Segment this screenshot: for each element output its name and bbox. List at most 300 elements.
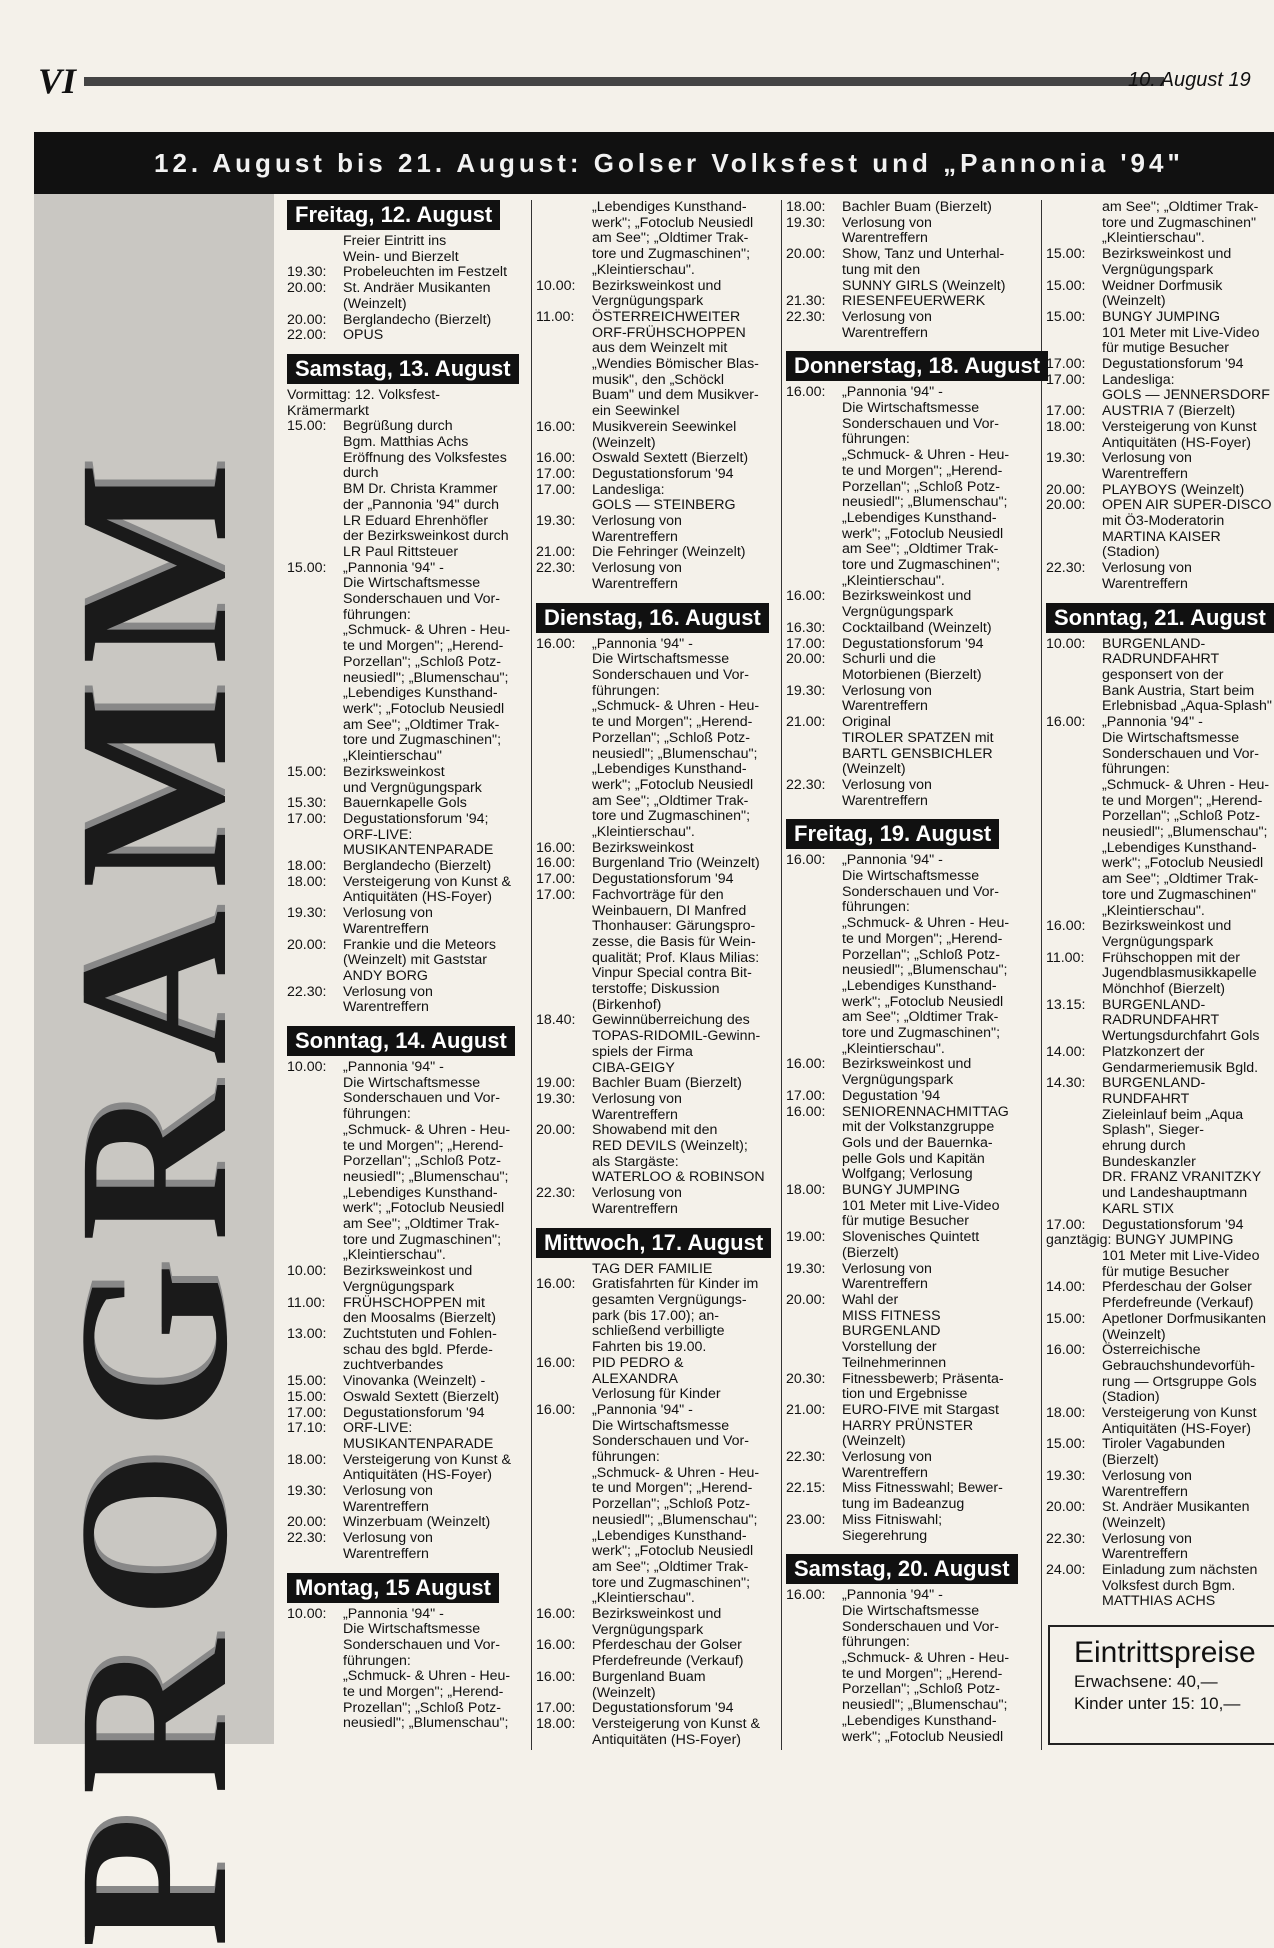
entry-description: „Pannonia '94" - Die Wirtschaftsmesse Sonderschauen und Vor- führungen: „Schmuck- & Uhren - Heu- te und Morgen"; „Herend- Porzellan"; „Schloß Potz- neusiedl"; „Blumenschau"; „Lebendiges Kunsthand- werk"; „Fotoclub Neusiedl am See"; „Oldtimer Trak- tore und Zugmaschinen"; „Kleintierschau". bbox=[592, 1401, 760, 1607]
schedule-entry bbox=[287, 1453, 527, 1484]
entry-description: RIESENFEUERWERK bbox=[842, 293, 986, 310]
entry-time: 20.00: bbox=[786, 246, 826, 263]
entry-time: 17.00: bbox=[287, 1404, 327, 1421]
entry-time: 20.00: bbox=[536, 1122, 576, 1139]
schedule-entry bbox=[287, 1264, 527, 1295]
entry-time: 22.30: bbox=[287, 1530, 327, 1547]
entry-time: 16.00: bbox=[1046, 918, 1086, 935]
schedule-entry bbox=[536, 561, 776, 592]
entry-description: Bezirksweinkost und Vergnügungspark bbox=[343, 763, 482, 796]
entry-description: Fachvorträge für den Weinbauern, DI Manfred Thonhauser: Gärungspro- zesse, die Basis für Wein- qualität; Prof. Klaus Milias: Vinpur Special contra Bit- terstoffe; Diskussion (Birkenhof) bbox=[592, 886, 760, 1013]
entry-description: BUNGY JUMPING 101 Meter mit Live-Video für mutige Besucher bbox=[842, 1182, 1000, 1230]
schedule-entry bbox=[1046, 998, 1274, 1045]
entry-time: 16.00: bbox=[786, 588, 826, 605]
entry-description: Verlosung von Warentreffern bbox=[842, 1449, 932, 1481]
entry-time: 18.40: bbox=[536, 1012, 576, 1029]
entry-description: „Pannonia '94" - Die Wirtschaftsmesse Sonderschauen und Vor- führungen: „Schmuck- & Uhren - Heu- te und Morgen"; „Herend- Porzellan"; „Schloß Potz- neusiedl"; „Blumenschau"; „Lebendiges Kunsthand- werk"; „Fotoclub Neusiedl am See"; „Oldtimer Trak- tore und Zugmaschinen" „Kleintierschau". bbox=[1102, 714, 1270, 919]
day-heading: Samstag, 13. August bbox=[287, 354, 519, 384]
schedule-entry bbox=[536, 483, 776, 514]
entry-time: 16.00: bbox=[1046, 714, 1086, 731]
page-top-bar bbox=[38, 62, 1274, 100]
schedule-entry bbox=[1046, 637, 1274, 716]
entry-description: Verlosung von Warentreffern bbox=[592, 1090, 682, 1123]
entry-description: Berglandecho (Bierzelt) bbox=[343, 311, 492, 328]
entry-time: 21.00: bbox=[786, 1401, 826, 1418]
entry-description: Verlosung von Warentreffern bbox=[1102, 1467, 1192, 1500]
schedule-entry bbox=[536, 1670, 776, 1701]
schedule-entry bbox=[287, 234, 527, 265]
entry-description: Verlosung von Warentreffern bbox=[592, 513, 682, 545]
entry-description: FRÜHSCHOPPEN mit den Moosalms (Bierzelt) bbox=[343, 1294, 496, 1327]
schedule-entry bbox=[287, 265, 527, 281]
entry-description: EURO-FIVE mit Stargast HARRY PRÜNSTER (Weinzelt) bbox=[842, 1401, 999, 1450]
header-rule bbox=[84, 77, 1164, 86]
entry-description: Musikverein Seewinkel (Weinzelt) bbox=[592, 418, 737, 451]
entry-time: 18.00: bbox=[786, 1182, 826, 1199]
entry-time: 16.00: bbox=[536, 1606, 576, 1623]
entry-time: 19.30: bbox=[786, 1260, 826, 1277]
entry-time: 24.00: bbox=[1046, 1562, 1086, 1579]
entry-description: Bezirksweinkost und Vergnügungspark bbox=[1102, 918, 1232, 950]
entry-description: Gewinnüberreichung des TOPAS-RIDOMIL-Gewinn- spiels der Firma CIBA-GEIGY bbox=[592, 1012, 761, 1076]
entry-description: Degustationsforum '94 bbox=[592, 871, 734, 888]
entry-time: 16.00: bbox=[536, 1354, 576, 1371]
entry-time: 19.30: bbox=[287, 1483, 327, 1500]
schedule-entry bbox=[536, 279, 776, 310]
entry-time: 16.00: bbox=[786, 852, 826, 869]
schedule-entry bbox=[786, 715, 1036, 778]
entry-time: 15.00: bbox=[1046, 1436, 1086, 1453]
schedule-entry bbox=[536, 200, 776, 279]
entry-time bbox=[536, 1262, 592, 1278]
schedule-entry bbox=[1046, 1312, 1274, 1343]
entry-description: Bezirksweinkost und Vergnügungspark bbox=[343, 1263, 473, 1295]
schedule-entry bbox=[536, 888, 776, 1014]
entry-time: 19.30: bbox=[536, 513, 576, 530]
entry-time: 20.00: bbox=[1046, 497, 1086, 514]
entry-time: 20.00: bbox=[786, 1292, 826, 1308]
entry-time: 15.00: bbox=[1046, 277, 1086, 294]
entry-description: Burgenland Trio (Weinzelt) bbox=[592, 855, 760, 872]
entry-time: 10.00: bbox=[1046, 635, 1086, 652]
schedule-entry bbox=[786, 1105, 1036, 1184]
entry-description: ORF-LIVE: MUSIKANTENPARADE bbox=[343, 1420, 494, 1452]
entry-time: 16.00: bbox=[536, 1668, 576, 1685]
schedule-entry bbox=[786, 1293, 1036, 1372]
schedule-entry bbox=[1046, 498, 1274, 561]
schedule-entry bbox=[287, 1531, 527, 1562]
schedule-entry bbox=[536, 1356, 776, 1403]
entry-description: Verlosung von Warentreffern bbox=[343, 983, 433, 1016]
schedule-entry bbox=[287, 765, 527, 796]
entry-description: Degustationsforum '94 bbox=[842, 635, 984, 652]
entry-description: Bachler Buam (Bierzelt) bbox=[592, 1075, 742, 1092]
entry-time: 17.00: bbox=[536, 871, 576, 888]
entry-time: 10.00: bbox=[287, 1263, 327, 1280]
entry-time: 16.00: bbox=[536, 450, 576, 467]
schedule-entry bbox=[287, 1327, 527, 1374]
entry-description: BURGENLAND- RUNDFAHRT Zieleinlauf beim „Aqua Splash", Sieger- ehrung durch Bundeskanzler DR. FRANZ VRANITZKY und Landeshauptmann KARL STIX bbox=[1102, 1075, 1262, 1217]
entry-description: Platzkonzert der Gendarmeriemusik Bgld. bbox=[1102, 1043, 1259, 1076]
entry-description: Show, Tanz und Unterhal- tung mit den SUNNY GIRLS (Weinzelt) bbox=[842, 246, 1006, 294]
entry-description: Bezirksweinkost bbox=[592, 839, 694, 856]
schedule-entry bbox=[287, 1374, 527, 1390]
entry-time: 18.00: bbox=[1046, 1405, 1086, 1422]
entry-time: 19.30: bbox=[786, 682, 826, 699]
schedule-entry bbox=[1046, 1045, 1274, 1076]
entry-description: Bachler Buam (Bierzelt) bbox=[842, 199, 992, 215]
schedule-entry bbox=[786, 778, 1036, 809]
entry-time: 17.00: bbox=[536, 481, 576, 498]
entry-time: 20.00: bbox=[786, 651, 826, 668]
day-heading: Freitag, 12. August bbox=[287, 200, 500, 230]
entry-description: Bezirksweinkost und Vergnügungspark bbox=[592, 277, 722, 310]
entry-description: Miss Fitniswahl; Siegerehrung bbox=[842, 1511, 943, 1544]
schedule-entry bbox=[1046, 200, 1274, 247]
entry-time: 18.00: bbox=[287, 858, 327, 875]
entry-description: Verlosung von Warentreffern bbox=[343, 1483, 433, 1515]
entry-description: Verlosung von Warentreffern bbox=[1102, 1530, 1192, 1563]
entry-time: 16.00: bbox=[786, 1103, 826, 1120]
schedule-entry bbox=[786, 1513, 1036, 1544]
day-heading: Freitag, 19. August bbox=[786, 819, 999, 849]
schedule-entry bbox=[786, 247, 1036, 294]
entry-description: Oswald Sextett (Bierzelt) bbox=[592, 450, 749, 467]
entry-description: Zuchtstuten und Fohlen- schau des bgld. Pferde- zuchtverbandes bbox=[343, 1326, 497, 1374]
schedule-entry bbox=[786, 1481, 1036, 1512]
schedule-entry bbox=[287, 1060, 527, 1264]
schedule-entry bbox=[1046, 1249, 1274, 1280]
entry-time: 10.00: bbox=[287, 1605, 327, 1622]
entry-time: 20.30: bbox=[786, 1370, 826, 1387]
schedule-entry bbox=[1046, 1437, 1274, 1468]
schedule-entry bbox=[287, 875, 527, 906]
schedule-entry bbox=[287, 1406, 527, 1422]
entry-time: 19.30: bbox=[786, 214, 826, 231]
schedule-entry bbox=[287, 281, 527, 312]
schedule-entry bbox=[536, 467, 776, 483]
schedule-entry bbox=[536, 1717, 776, 1748]
entry-description: Apetloner Dorfmusikanten (Weinzelt) bbox=[1102, 1310, 1267, 1343]
entry-description: Winzerbuam (Weinzelt) bbox=[343, 1514, 491, 1531]
page-number: VI bbox=[38, 61, 77, 101]
schedule-entry bbox=[536, 310, 776, 420]
schedule-entry bbox=[1046, 715, 1274, 919]
day-heading: Donnerstag, 18. August bbox=[786, 351, 1048, 381]
schedule-entry bbox=[1046, 1280, 1274, 1311]
entry-time: 18.00: bbox=[287, 1451, 327, 1468]
entry-description: Burgenland Buam (Weinzelt) bbox=[592, 1668, 706, 1701]
entry-description: Verlosung von Warentreffern bbox=[842, 776, 932, 809]
schedule-note: Vormittag: 12. Volksfest- Krämermarkt bbox=[287, 386, 440, 419]
entry-time: 15.00: bbox=[287, 763, 327, 780]
issue-date: 10. August 19 bbox=[1128, 69, 1251, 91]
entry-time: 18.00: bbox=[287, 873, 327, 890]
entry-time: 17.00: bbox=[1046, 1216, 1086, 1233]
entry-time: 17.00: bbox=[786, 635, 826, 652]
schedule-entry bbox=[536, 1013, 776, 1076]
section-title-bar: 12. August bis 21. August: Golser Volksfest und „Pannonia '94" bbox=[34, 132, 1274, 194]
schedule-entry bbox=[786, 216, 1036, 247]
entry-description: Degustationsforum '94; ORF-LIVE: MUSIKANTENPARADE bbox=[343, 810, 494, 859]
schedule-entry bbox=[536, 514, 776, 545]
day-heading: Mittwoch, 17. August bbox=[536, 1228, 771, 1258]
entry-time: 14.30: bbox=[1046, 1075, 1086, 1092]
schedule-entry bbox=[786, 1183, 1036, 1230]
schedule-entry bbox=[287, 1484, 527, 1515]
schedule-entry bbox=[287, 328, 527, 344]
schedule-entry bbox=[1046, 1076, 1274, 1217]
entry-description: TAG DER FAMILIE bbox=[592, 1260, 713, 1277]
entry-description: Schurli und die Motorbienen (Bierzelt) bbox=[842, 651, 982, 683]
program-vertical-word: PROGRAMM bbox=[35, 440, 272, 1948]
entry-time: 22.30: bbox=[287, 983, 327, 1000]
schedule-entry bbox=[786, 1450, 1036, 1481]
entry-time: 11.00: bbox=[1046, 949, 1085, 966]
entry-time: 16.00: bbox=[536, 839, 576, 856]
entry-description: Frankie und die Meteors (Weinzelt) mit Gaststar ANDY BORG bbox=[343, 936, 496, 984]
entry-description: Die Fehringer (Weinzelt) bbox=[592, 544, 746, 561]
schedule-entry bbox=[1046, 310, 1274, 357]
entry-description: „Pannonia '94" - Die Wirtschaftsmesse Sonderschauen und Vor- führungen: „Schmuck- & Uhren - Heu- te und Morgen"; „Herend- Porzellan"; „Schloß Potz- neusiedl"; „Blumenschau"; „Lebendiges Kunsthand- werk"; „Fotoclub Neusiedl am See"; „Oldtimer Trak- tore und Zugmaschinen"; „Kleintierschau". bbox=[592, 635, 760, 841]
entry-time: 14.00: bbox=[1046, 1043, 1086, 1060]
entry-time: 22.30: bbox=[536, 1185, 576, 1202]
entry-time: 18.00: bbox=[1046, 418, 1086, 435]
schedule-entry bbox=[287, 938, 527, 985]
schedule-entry bbox=[287, 906, 527, 937]
entry-time: 17.00: bbox=[536, 886, 576, 903]
price-adults: Erwachsene: 40,— bbox=[1074, 1672, 1218, 1691]
schedule-entry bbox=[786, 1057, 1036, 1088]
day-heading: Dienstag, 16. August bbox=[536, 603, 769, 633]
entry-description: Degustationsforum '94 bbox=[592, 465, 734, 482]
day-heading: Sonntag, 14. August bbox=[287, 1026, 515, 1056]
schedule-entry bbox=[1046, 357, 1274, 373]
column-divider bbox=[531, 200, 532, 1750]
schedule-entry bbox=[536, 1186, 776, 1217]
schedule-entry bbox=[287, 859, 527, 875]
entry-time: 21.00: bbox=[786, 714, 826, 731]
schedule-entry bbox=[287, 1390, 527, 1406]
schedule-entry bbox=[786, 294, 1036, 310]
entry-description: Versteigerung von Kunst & Antiquitäten (HS-Foyer) bbox=[343, 1451, 511, 1484]
day-heading: Montag, 15 August bbox=[287, 1573, 499, 1603]
entry-description: Degustationsforum '94 bbox=[592, 1700, 734, 1717]
schedule-entry bbox=[1046, 1500, 1274, 1531]
entry-time: 17.00: bbox=[1046, 356, 1086, 373]
schedule-entry bbox=[786, 1588, 1036, 1745]
program-column-1 bbox=[287, 200, 527, 1732]
entry-description: „Pannonia '94" - Die Wirtschaftsmesse Sonderschauen und Vor- führungen: „Schmuck- & Uhren - Heu- te und Morgen"; „Herend- Porzellan"; „Schloß Potz- neusiedl"; „Blumenschau"; „Lebendiges Kunsthand- werk"; „Fotoclub Neusiedl am See"; „Oldtimer Trak- tore und Zugmaschinen"; „Kleintierschau". bbox=[842, 852, 1010, 1057]
entry-description: Cocktailband (Weinzelt) bbox=[842, 619, 992, 636]
schedule-entry bbox=[536, 545, 776, 561]
entry-time: 17.10: bbox=[287, 1420, 327, 1437]
schedule-entry bbox=[1046, 1343, 1274, 1406]
entry-description: Begrüßung durch Bgm. Matthias Achs Eröffnung des Volksfestes durch BM Dr. Christa Krammer der „Pannonia '94" durch LR Eduard Ehrenhöfler der Bezirksweinkost durch LR Paul Rittsteuer bbox=[343, 418, 509, 560]
entry-description: Verlosung von Warentreffern bbox=[842, 214, 932, 247]
entry-description: Bauernkapelle Gols bbox=[343, 795, 467, 812]
entry-time: 20.00: bbox=[287, 936, 327, 953]
entry-description: Verlosung von Warentreffern bbox=[592, 1185, 682, 1217]
entry-time bbox=[1046, 1249, 1102, 1280]
entry-description: Berglandecho (Bierzelt) bbox=[343, 858, 492, 875]
entry-description: AUSTRIA 7 (Bierzelt) bbox=[1102, 403, 1236, 420]
entry-description: Bezirksweinkost und Vergnügungspark bbox=[1102, 246, 1232, 278]
entry-description: BURGENLAND- RADRUNDFAHRT gesponsert von der Bank Austria, Start beim Erlebnisbad „Aqua-Splash" bbox=[1102, 635, 1272, 715]
schedule-entry bbox=[536, 1262, 776, 1278]
entry-time: 13.15: bbox=[1046, 996, 1086, 1013]
schedule-entry bbox=[1046, 483, 1274, 499]
entry-time: 17.00: bbox=[1046, 371, 1086, 388]
entry-time: 21.00: bbox=[536, 544, 576, 561]
entry-description: Versteigerung von Kunst Antiquitäten (HS-Foyer) bbox=[1102, 1405, 1257, 1437]
schedule-entry bbox=[786, 684, 1036, 715]
entry-description: Degustationsforum '94 bbox=[343, 1404, 485, 1421]
schedule-entry bbox=[287, 561, 527, 765]
program-column-2 bbox=[536, 200, 776, 1748]
schedule-entry bbox=[287, 796, 527, 812]
entry-time bbox=[287, 234, 343, 265]
entry-time: 16.30: bbox=[786, 619, 826, 636]
entry-description: St. Andräer Musikanten (Weinzelt) bbox=[1102, 1499, 1250, 1531]
entry-time: 10.00: bbox=[536, 277, 576, 294]
entry-time: 20.00: bbox=[287, 280, 327, 297]
entry-time: 13.00: bbox=[287, 1326, 327, 1342]
entry-description: Landesliga: GOLS — STEINBERG bbox=[592, 481, 736, 514]
schedule-entry bbox=[786, 1262, 1036, 1293]
entry-description: 101 Meter mit Live-Video für mutige Besucher bbox=[1102, 1248, 1260, 1280]
schedule-entry bbox=[786, 310, 1036, 341]
schedule-entry bbox=[536, 420, 776, 451]
entry-description: Verlosung von Warentreffern bbox=[842, 1260, 932, 1293]
entry-description: Tiroler Vagabunden (Bierzelt) bbox=[1102, 1436, 1226, 1469]
entry-description: Degustation '94 bbox=[842, 1087, 941, 1104]
entry-description: „Pannonia '94" - Die Wirtschaftsmesse Sonderschauen und Vor- führungen: „Schmuck- & Uhren - Heu- te und Morgen"; „Herend- Porzellan"; „Schloß Potz- neusiedl"; „Blumenschau"; „Lebendiges Kunsthand- werk"; „Fotoclub Neusiedl am See"; „Oldtimer Trak- tore und Zugmaschinen"; „Kleintierschau" bbox=[343, 559, 511, 765]
schedule-entry bbox=[1046, 1218, 1274, 1234]
schedule-entry bbox=[786, 1230, 1036, 1261]
schedule-entry bbox=[786, 652, 1036, 683]
entry-description: Probeleuchten im Festzelt bbox=[343, 264, 508, 281]
entry-time: 19.00: bbox=[786, 1229, 826, 1246]
schedule-entry bbox=[536, 856, 776, 872]
entry-time: 23.00: bbox=[786, 1511, 826, 1528]
schedule-entry bbox=[786, 621, 1036, 637]
entry-time: 22.15: bbox=[786, 1480, 826, 1497]
entry-description: Einladung zum nächsten Volksfest durch Bgm. MATTHIAS ACHS bbox=[1102, 1562, 1258, 1610]
schedule-entry bbox=[287, 1515, 527, 1531]
entry-description: Versteigerung von Kunst & Antiquitäten (HS-Foyer) bbox=[343, 873, 511, 906]
schedule-entry bbox=[786, 385, 1036, 589]
entry-description: Verlosung von Warentreffern bbox=[343, 905, 433, 937]
entry-description: BUNGY JUMPING 101 Meter mit Live-Video für mutige Besucher bbox=[1102, 308, 1260, 357]
schedule-entry bbox=[786, 1403, 1036, 1450]
schedule-entry bbox=[786, 853, 1036, 1057]
schedule-entry bbox=[536, 1123, 776, 1186]
entry-description: BURGENLAND- RADRUNDFAHRT Wertungsdurchfahrt Gols bbox=[1102, 996, 1260, 1045]
schedule-entry bbox=[287, 812, 527, 859]
schedule-entry bbox=[536, 1607, 776, 1638]
entry-time: 16.00: bbox=[536, 1637, 576, 1654]
schedule-entry bbox=[536, 872, 776, 888]
entry-description: OPUS bbox=[343, 327, 384, 344]
schedule-entry bbox=[1046, 420, 1274, 451]
entry-description: Landesliga: GOLS — JENNERSDORF bbox=[1102, 371, 1270, 404]
schedule-entry bbox=[1046, 279, 1274, 310]
entry-description: Miss Fitnesswahl; Bewer- tung im Badeanzug bbox=[842, 1480, 1003, 1513]
schedule-entry bbox=[1046, 561, 1274, 592]
entry-description: Slovenisches Quintett (Bierzelt) bbox=[842, 1229, 980, 1261]
schedule-entry bbox=[1046, 1563, 1274, 1610]
program-sidebar bbox=[34, 194, 274, 1948]
entry-description: Österreichische Gebrauchshundevorfüh- rung — Ortsgruppe Gols (Stadion) bbox=[1102, 1342, 1257, 1406]
entry-time: 21.30: bbox=[786, 293, 826, 310]
entry-time: 16.00: bbox=[536, 1276, 576, 1293]
schedule-entry bbox=[786, 589, 1036, 620]
entry-description: Verlosung von Warentreffern bbox=[1102, 450, 1192, 482]
entry-description: Pferdeschau der Golser Pferdefreunde (Verkauf) bbox=[1102, 1279, 1254, 1312]
entry-time: 11.00: bbox=[287, 1294, 326, 1311]
schedule-entry bbox=[786, 1089, 1036, 1105]
entry-time: 15.00: bbox=[287, 1373, 327, 1390]
entry-description: Weidner Dorfmusik (Weinzelt) bbox=[1102, 277, 1223, 310]
entry-time: 22.00: bbox=[287, 327, 327, 344]
entry-time: 15.00: bbox=[1046, 246, 1086, 263]
entry-time: 16.00: bbox=[786, 384, 826, 401]
schedule-entry bbox=[786, 200, 1036, 216]
program-column-3 bbox=[786, 199, 1041, 1745]
schedule-entry bbox=[287, 313, 527, 329]
schedule-entry bbox=[287, 985, 527, 1016]
entry-time: 22.30: bbox=[536, 560, 576, 577]
entry-time: 10.00: bbox=[287, 1059, 327, 1076]
entry-time: 16.00: bbox=[536, 418, 576, 435]
schedule-entry bbox=[1046, 451, 1274, 482]
entry-description: Wahl der MISS FITNESS BURGENLAND Vorstellung der Teilnehmerinnen bbox=[842, 1292, 947, 1371]
entry-time: 17.00: bbox=[536, 1700, 576, 1717]
schedule-note: ganztägig: BUNGY JUMPING bbox=[1046, 1232, 1234, 1249]
entry-description: „Pannonia '94" - Die Wirtschaftsmesse Sonderschauen und Vor- führungen: „Schmuck- & Uhren - Heu- te und Morgen"; „Herend- Porzellan"; „Schloß Potz- neusiedl"; „Blumenschau"; „Lebendiges Kunsthand- werk"; „Fotoclub Neusiedl am See"; „Oldtimer Trak- tore und Zugmaschinen"; „Kleintierschau". bbox=[842, 384, 1010, 589]
entry-time: 20.00: bbox=[287, 1514, 327, 1531]
day-heading: Samstag, 20. August bbox=[786, 1554, 1018, 1584]
entry-description: „Pannonia '94" - Die Wirtschaftsmesse Sonderschauen und Vor- führungen: „Schmuck- & Uhren - Heu- te und Morgen"; „Herend- Prozellan"; „Schloß Potz- neusiedl"; „Blumenschau"; bbox=[343, 1605, 511, 1732]
entry-time: 18.00: bbox=[536, 1715, 576, 1732]
entry-description: Verlosung von Warentreffern bbox=[1102, 560, 1192, 592]
schedule-entry bbox=[536, 1701, 776, 1717]
schedule-entry bbox=[1046, 1469, 1274, 1500]
entry-time: 17.00: bbox=[287, 810, 327, 827]
entry-time: 18.00: bbox=[786, 199, 826, 215]
entry-description: Fitnessbewerb; Präsenta- tion und Ergebnisse bbox=[842, 1370, 1004, 1403]
entry-description: Degustationsforum '94 bbox=[1102, 1216, 1244, 1233]
entry-description: Bezirksweinkost und Vergnügungspark bbox=[842, 1056, 972, 1089]
schedule-entry bbox=[536, 1277, 776, 1356]
schedule-entry bbox=[1046, 1406, 1274, 1437]
entry-description: Oswald Sextett (Bierzelt) bbox=[343, 1388, 500, 1405]
schedule-entry bbox=[1046, 373, 1274, 404]
entry-time: 17.00: bbox=[536, 465, 576, 482]
entry-time: 15.00: bbox=[287, 1388, 327, 1405]
program-column-4 bbox=[1046, 200, 1274, 1610]
entry-time: 15.00: bbox=[1046, 1310, 1086, 1327]
entry-time bbox=[536, 200, 592, 279]
entry-time: 16.00: bbox=[786, 1056, 826, 1073]
entry-description: St. Andräer Musikanten (Weinzelt) bbox=[343, 280, 491, 312]
entry-time: 16.00: bbox=[536, 635, 576, 652]
entry-time: 22.30: bbox=[1046, 560, 1086, 577]
entry-description: Vinovanka (Weinzelt) - bbox=[343, 1373, 486, 1390]
entry-description: Freier Eintritt ins Wein- und Bierzelt bbox=[343, 233, 459, 265]
entry-time: 16.00: bbox=[786, 1587, 826, 1604]
